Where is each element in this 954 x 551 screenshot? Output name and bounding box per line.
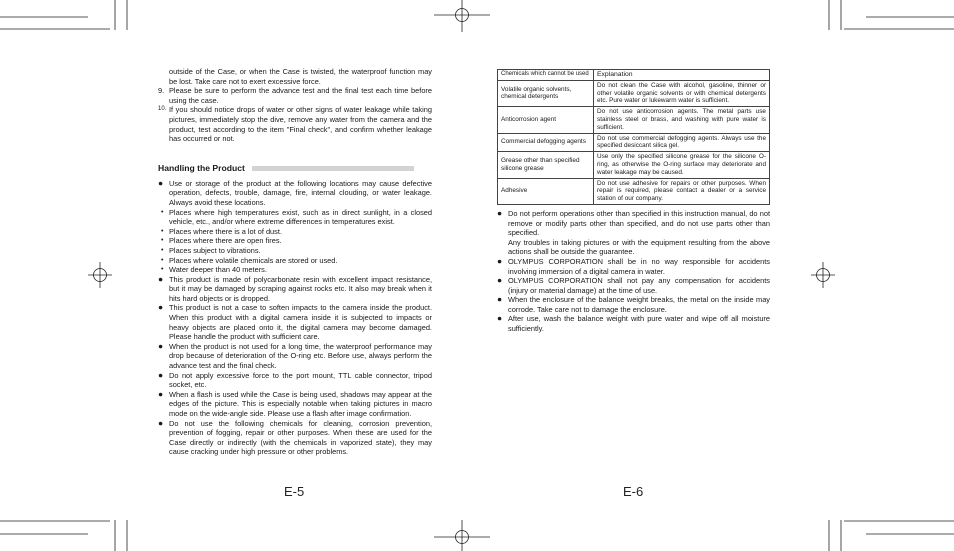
place-item bbox=[158, 256, 432, 266]
continuation-text: outside of the Case, or when the Case is twisted, the waterproof function may be lost. Take care not to exert excessive force. bbox=[169, 67, 432, 86]
item-text: If you should notice drops of water or other signs of water leakage while taking pictures, immediately stop the dive, remove any water from the camera and the product, test according to the item "Final check", and confirm whether leakage has occurred or not. bbox=[169, 105, 432, 144]
bullet-text: Use or storage of the product at the following locations may cause defective operation, defects, trouble, damage, fire, internal clouding, or water leakage. Always avoid these locations. bbox=[169, 178, 432, 207]
table-cell: Do not use anticorrosion agents. The metal parts use stainless steel or brass, and washing with pure water is sufficient. bbox=[594, 107, 770, 133]
place-text: Places where there are open fires. bbox=[169, 236, 282, 246]
page-number-left: E-5 bbox=[284, 484, 305, 499]
bullet-item bbox=[158, 371, 432, 390]
bullet-item bbox=[497, 209, 770, 257]
bullet-icon: ● bbox=[497, 207, 503, 218]
bullet-icon: ● bbox=[158, 177, 164, 188]
numbered-item-9 bbox=[158, 86, 432, 105]
dot-icon: • bbox=[161, 227, 164, 235]
bullet-item bbox=[158, 179, 432, 208]
bullet-item bbox=[497, 295, 770, 314]
numbered-item-10 bbox=[158, 105, 432, 143]
bullet-text: Do not use the following chemicals for cleaning, corrosion prevention, prevention of fogging, repair or other purposes. When these are used for the Case directly or indirectly (with the chemicals in vaporized state), they may cause cracking under high pressure or other problems. bbox=[169, 418, 432, 457]
place-text: Places where there is a lot of dust. bbox=[169, 226, 282, 236]
column-header-chemicals: Chemicals which cannot be used bbox=[498, 70, 594, 81]
bullet-text: This product is not a case to soften impacts to the camera inside the product. When this product with a digital camera inside it is subjected to impacts or heavy objects are placed onto it, the digital camera may become damaged. Please handle the product with sufficient care. bbox=[169, 303, 432, 342]
table-cell: Do not use adhesive for repairs or other purposes. When repair is required, please contact a dealer or a service station of our company. bbox=[594, 178, 770, 204]
place-item bbox=[158, 208, 432, 227]
table-cell: Do not clean the Case with alcohol, gasoline, thinner or other volatile organic solvents or with chemical detergents etc. Pure water or lukewarm water is sufficient. bbox=[594, 80, 770, 106]
table-row bbox=[498, 178, 770, 204]
dot-icon: • bbox=[161, 246, 164, 254]
place-text: Water deeper than 40 meters. bbox=[169, 265, 267, 275]
place-item bbox=[158, 246, 432, 256]
place-item bbox=[158, 265, 432, 275]
dot-icon: • bbox=[161, 266, 164, 274]
item-number: 9. bbox=[158, 86, 165, 96]
table-row bbox=[498, 107, 770, 133]
table-cell: Anticorrosion agent bbox=[498, 107, 594, 133]
bullet-subtext: Any troubles in taking pictures or with the equipment resulting from the above actions shall be outside the guarantee. bbox=[508, 237, 770, 257]
table-cell: Volatile organic solvents, chemical detergents bbox=[498, 80, 594, 106]
section-title: Handling the Product bbox=[158, 162, 245, 173]
bullet-icon: ● bbox=[158, 340, 164, 351]
bullet-text: This product is made of polycarbonate resin with excellent impact resistance, but it may be damaged by scraping against rocks etc. It also may break when it hits hard objects or is dropped. bbox=[169, 274, 432, 303]
bullet-icon: ● bbox=[497, 313, 503, 324]
place-item bbox=[158, 236, 432, 246]
table-cell: Grease other than specified silicone grease bbox=[498, 152, 594, 178]
table-header-row bbox=[498, 70, 770, 81]
page-number-right: E-6 bbox=[623, 484, 644, 499]
place-item bbox=[158, 227, 432, 237]
bullet-item bbox=[497, 257, 770, 276]
table-row bbox=[498, 133, 770, 152]
table-row bbox=[498, 80, 770, 106]
bullet-item bbox=[497, 276, 770, 295]
bullet-icon: ● bbox=[158, 417, 164, 428]
chemicals-table bbox=[497, 69, 770, 205]
bullet-text: OLYMPUS CORPORATION shall be in no way responsible for accidents involving immersion of a digital camera in water. bbox=[508, 256, 770, 276]
dot-icon: • bbox=[161, 208, 164, 216]
bullet-text: When the enclosure of the balance weight breaks, the metal on the inside may corrode. Take care not to damage the enclosure. bbox=[508, 295, 770, 314]
item-text: Please be sure to perform the advance test and the final test each time before using the case. bbox=[169, 86, 432, 105]
table-cell: Adhesive bbox=[498, 178, 594, 204]
table-cell: Commercial defogging agents bbox=[498, 133, 594, 152]
place-text: Places where volatile chemicals are stored or used. bbox=[169, 255, 338, 265]
bullet-text: OLYMPUS CORPORATION shall not pay any compensation for accidents (injury or material damage) at the time of use. bbox=[508, 276, 770, 295]
bullet-icon: ● bbox=[158, 273, 164, 284]
bullet-item bbox=[158, 390, 432, 419]
bullet-item bbox=[158, 275, 432, 304]
bullet-icon: ● bbox=[158, 369, 164, 380]
dot-icon: • bbox=[161, 256, 164, 264]
bullet-item bbox=[158, 342, 432, 371]
dot-icon: • bbox=[161, 237, 164, 245]
bullet-text: After use, wash the balance weight with pure water and wipe off all moisture sufficiently. bbox=[508, 314, 770, 334]
bullet-text: Do not perform operations other than specified in this instruction manual, do not remove or modify parts other than specified, and do not use parts other than specified. bbox=[508, 208, 770, 238]
bullet-text: When a flash is used while the Case is being used, shadows may appear at the edges of the picture. This is especially notable when taking pictures in macro mode on the wide-angle side. Please use a flash after image confirmation. bbox=[169, 389, 432, 418]
table-cell: Use only the specified silicone grease for the silicone O-ring, as otherwise the O-ring surface may deteriorate and water leakage may be caused. bbox=[594, 152, 770, 178]
bullet-icon: ● bbox=[158, 388, 164, 399]
bullet-icon: ● bbox=[158, 302, 164, 313]
table-cell: Do not use commercial defogging agents. Always use the specified desiccant silica gel. bbox=[594, 133, 770, 152]
heading-rule bbox=[252, 166, 414, 171]
bullet-item bbox=[497, 314, 770, 333]
bullet-icon: ● bbox=[497, 294, 503, 305]
table-row bbox=[498, 152, 770, 178]
place-text: Places where high temperatures exist, such as in direct sunlight, in a closed vehicle, etc., and/or where extreme differences in temperatures exist. bbox=[169, 207, 432, 227]
right-page bbox=[497, 69, 770, 334]
left-page bbox=[158, 67, 432, 457]
bullet-text: When the product is not used for a long time, the waterproof performance may drop because of deterioration of the O-ring etc. Before use, always perform the advance test and the final check. bbox=[169, 341, 432, 371]
column-header-explanation: Explanation bbox=[594, 70, 770, 81]
item-number: 10. bbox=[158, 106, 167, 113]
bullet-item bbox=[158, 303, 432, 341]
bullet-icon: ● bbox=[497, 275, 503, 286]
bullet-icon: ● bbox=[497, 255, 503, 266]
section-heading bbox=[158, 163, 432, 174]
bullet-item bbox=[158, 419, 432, 457]
place-text: Places subject to vibrations. bbox=[169, 245, 261, 255]
bullet-text: Do not apply excessive force to the port mount, TTL cable connector, tripod socket, etc. bbox=[169, 370, 432, 390]
